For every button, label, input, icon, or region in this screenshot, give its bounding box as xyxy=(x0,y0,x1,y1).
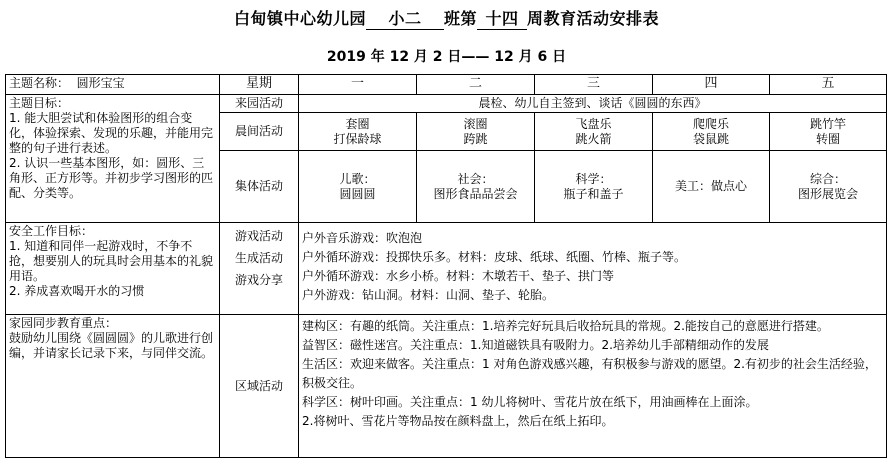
games-row xyxy=(6,223,887,315)
theme-goals-cell xyxy=(6,95,220,223)
safety-item-1: 1. 知道和同伴一起游戏时，不争不抢，想要别人的玩具时会用基本的礼貌用语。 xyxy=(9,239,214,283)
generated-activity-label: 生成活动 xyxy=(234,251,283,265)
schedule-table xyxy=(5,74,887,458)
theme-name-cell xyxy=(6,75,220,95)
group-cell-tue: 社会： 图形食品品尝会 xyxy=(417,151,535,223)
morning-cell-thu: 爬爬乐 袋鼠跳 xyxy=(653,113,770,151)
day-thursday: 四 xyxy=(653,75,770,95)
safety-item-2: 2. 养成喜欢喝开水的习惯 xyxy=(9,284,145,298)
morning-cell-fri: 跳竹竿 转圈 xyxy=(770,113,887,151)
class-name: 小二 xyxy=(366,6,444,30)
area-line-2: 益智区：磁性迷宫。关注重点：1.知道磁铁具有吸附力。2.培养幼儿手部精细动作的发展 xyxy=(302,338,769,352)
arrival-activity-label: 来园活动 xyxy=(220,95,299,113)
games-labels-cell xyxy=(220,223,299,315)
game-line-3: 户外循环游戏：水乡小桥。材料：木墩若干、垫子、拱门等 xyxy=(302,269,615,283)
page-title xyxy=(0,6,893,30)
area-line-3: 生活区：欢迎来做客。关注重点：1 对角色游戏感兴趣，有积极参与游戏的愿望。2.有初步的社会生活经验，积极交往。 xyxy=(302,357,877,390)
safety-goals-cell xyxy=(6,223,220,315)
day-tuesday: 二 xyxy=(417,75,535,95)
family-label: 家园同步教育重点： xyxy=(9,316,118,330)
day-monday: 一 xyxy=(299,75,417,95)
area-row xyxy=(6,315,887,458)
title-suffix: 周教育活动安排表 xyxy=(527,9,660,28)
group-activity-label: 集体活动 xyxy=(220,151,299,223)
header-row xyxy=(6,75,887,95)
area-activity-label: 区域活动 xyxy=(220,315,299,458)
game-activity-label: 游戏活动 xyxy=(234,229,283,243)
weekday-label: 星期 xyxy=(220,75,299,95)
safety-label: 安全工作目标： xyxy=(9,224,94,238)
game-line-1: 户外音乐游戏：吹泡泡 xyxy=(302,231,423,245)
group-cell-thu: 美工：做点心 xyxy=(653,151,770,223)
area-line-5: 2.将树叶、雪花片等物品按在颜料盘上，然后在纸上拓印。 xyxy=(302,414,614,428)
week-number: 十四 xyxy=(477,6,527,30)
school-name: 白甸镇中心幼儿园 xyxy=(233,9,366,28)
day-friday: 五 xyxy=(770,75,887,95)
morning-cell-wed: 飞盘乐 跳火箭 xyxy=(535,113,653,151)
area-content-cell xyxy=(299,315,887,458)
goal-item-2: 2. 认识一些基本图形，如：圆形、三角形、正方形等。并初步学习图形的匹配、分类等。 xyxy=(9,156,214,200)
theme-name-label: 主题名称： xyxy=(9,76,70,90)
group-cell-wed: 科学： 瓶子和盖子 xyxy=(535,151,653,223)
game-line-2: 户外循环游戏：投掷快乐多。材料：皮球、纸球、纸圈、竹棒、瓶子等。 xyxy=(302,250,687,264)
family-edu-cell xyxy=(6,315,220,458)
games-content-cell xyxy=(299,223,887,315)
ban-text: 班第 xyxy=(443,9,477,28)
group-cell-mon: 儿歌： 圆圆圆 xyxy=(299,151,417,223)
morning-cell-mon: 套圈 打保龄球 xyxy=(299,113,417,151)
group-cell-fri: 综合： 图形展览会 xyxy=(770,151,887,223)
date-range: 2019 年 12 月 2 日—— 12 月 6 日 xyxy=(326,49,567,65)
theme-name: 圆形宝宝 xyxy=(76,76,125,90)
goals-label: 主题目标： xyxy=(9,96,70,110)
morning-activity-label: 晨间活动 xyxy=(220,113,299,151)
arrival-row xyxy=(6,95,887,113)
day-wednesday: 三 xyxy=(535,75,653,95)
goal-item-1: 1. 能大胆尝试和体验图形的组合变化，体验探索、发现的乐趣，并能用完整的句子进行表述。 xyxy=(9,111,214,155)
game-sharing-label: 游戏分享 xyxy=(234,273,283,287)
area-line-1: 建构区：有趣的纸筒。关注重点：1.培养完好玩具后收拾玩具的常规。2.能按自己的意愿进行搭建。 xyxy=(302,319,829,333)
morning-cell-tue: 滚圈 跨跳 xyxy=(417,113,535,151)
family-text: 鼓励幼儿围绕《圆圆圆》的儿歌进行创编，并请家长记录下来，与同伴交流。 xyxy=(9,331,214,360)
game-line-4: 户外游戏：钻山洞。材料：山洞、垫子、轮胎。 xyxy=(302,288,555,302)
area-line-4: 科学区：树叶印画。关注重点：1 幼儿将树叶、雪花片放在纸下，用油画棒在上面涂。 xyxy=(302,395,758,409)
arrival-activity-content: 晨检、幼儿自主签到、谈话《圆圆的东西》 xyxy=(299,95,887,113)
